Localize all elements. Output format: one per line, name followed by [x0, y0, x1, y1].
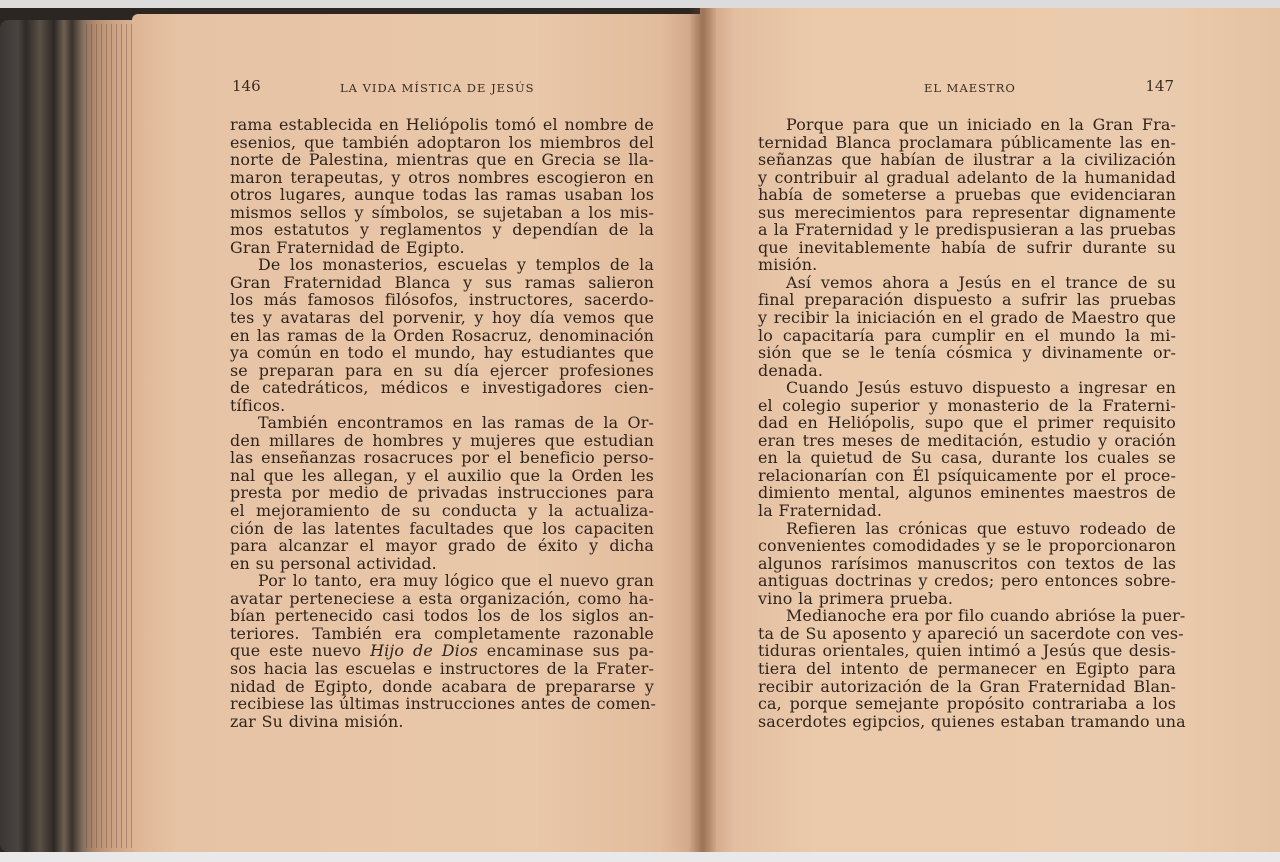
- text-line: ción de las latentes facultades que los capaciten: [230, 518, 654, 538]
- text-line: zar Su divina misión.: [230, 711, 404, 731]
- text-line: nidad de Egipto, donde acabara de prepararse y: [230, 676, 654, 696]
- text-line: ca, porque semejante propósito contrariaba a los: [758, 694, 1176, 714]
- text-line: También encontramos en las ramas de la Or-: [258, 413, 654, 433]
- text-line: teriores. También era completamente razonable: [230, 623, 654, 643]
- text-line: denada.: [758, 360, 824, 380]
- text-line: recibir autorización de la Gran Fraternidad Blan-: [758, 676, 1176, 696]
- left-page-body: [230, 115, 657, 731]
- text-line: a la Fraternidad y le predispusieran a las pruebas: [758, 220, 1176, 240]
- text-line: en su personal actividad.: [230, 553, 437, 573]
- text-line: Cuando Jesús estuvo dispuesto a ingresar en: [786, 378, 1176, 398]
- text-line: sacerdotes egipcios, quienes estaban tramando una: [758, 711, 1186, 731]
- text-line: Gran Fraternidad Blanca y sus ramas salieron: [230, 272, 654, 292]
- italic-phrase: Hijo de Dios: [370, 641, 478, 661]
- right-page-body: [758, 115, 1186, 731]
- text-line: se preparan para en su día ejercer profesiones: [230, 360, 654, 380]
- page-edge-lines: [86, 24, 136, 848]
- text-line: otros lugares, aunque todas las ramas usaban los: [230, 185, 654, 205]
- text-line: de catedráticos, médicos e investigadores cien-: [230, 378, 654, 398]
- left-page-number: 146: [232, 77, 261, 95]
- right-running-head: EL MAESTRO: [924, 81, 1016, 95]
- text-line: Porque para que un iniciado en la Gran Fra-: [786, 115, 1176, 134]
- text-line: dimiento mental, algunos eminentes maestros de: [758, 483, 1176, 503]
- text-line: final preparación dispuesto a sufrir las pruebas: [758, 290, 1176, 310]
- text-line: ternidad Blanca proclamara públicamente las en-: [758, 132, 1176, 152]
- text-line: las enseñanzas rosacruces por el beneficio perso-: [230, 448, 654, 468]
- text-line: esenios, que también adoptaron los miembros del: [230, 132, 654, 152]
- text-line: y recibir la iniciación en el grado de Maestro que: [758, 308, 1176, 328]
- text-line: den millares de hombres y mujeres que estudian: [230, 430, 654, 450]
- text-line: convenientes comodidades y se le proporcionaron: [758, 536, 1176, 556]
- text-line: Por lo tanto, era muy lógico que el nuevo gran: [258, 571, 654, 591]
- text-line: y contribuir al gradual adelanto de la humanidad: [758, 167, 1176, 187]
- text-line: el mejoramiento de su conducta y la actualiza-: [230, 501, 654, 521]
- text-line: en la quietud de Su casa, durante los cuales se: [758, 448, 1176, 468]
- left-page-header: [230, 79, 654, 99]
- text-line: vino la primera prueba.: [758, 588, 954, 608]
- text-line: misión.: [758, 255, 818, 275]
- text-line: dad en Heliópolis, supo que el primer requisito: [758, 413, 1176, 433]
- text-line: había de someterse a pruebas que evidenciaran: [758, 185, 1176, 205]
- text-line: en las ramas de la Orden Rosacruz, denominación: [230, 325, 654, 345]
- text-line: ta de Su aposento y apareció un sacerdote con ves-: [758, 623, 1184, 643]
- left-running-head: LA VIDA MÍSTICA DE JESÚS: [340, 81, 535, 95]
- text-line: algunos rarísimos manuscritos con textos de las: [758, 553, 1176, 573]
- text-line: la Fraternidad.: [758, 501, 883, 521]
- text-line: los más famosos filósofos, instructores, sacerdo-: [230, 290, 654, 310]
- text-line: sos hacia las escuelas e instructores de la Frater-: [230, 658, 654, 678]
- text-line: sión que se le tenía cósmica y divinamente or-: [758, 343, 1176, 363]
- text-line: bían pertenecido casi todos los de los siglos an-: [230, 606, 654, 626]
- text-line: lo capacitaría para cumplir en el mundo la mi-: [758, 325, 1176, 345]
- book-gutter: [690, 8, 716, 854]
- text-line: mos estatutos y reglamentos y dependían de la: [230, 220, 654, 240]
- text-line: antiguas doctrinas y credos; pero entonces sobre-: [758, 571, 1176, 591]
- text-line: Gran Fraternidad de Egipto.: [230, 237, 465, 257]
- text-line: nal que les allegan, y el auxilio que la Orden les: [230, 465, 654, 485]
- text-line: maron terapeutas, y otros nombres escogieron en: [230, 167, 654, 187]
- text-line: norte de Palestina, mientras que en Grecia se lla-: [230, 150, 654, 170]
- scan-bottom-border: [0, 852, 1280, 862]
- text-line: que inevitablemente había de sufrir durante su: [758, 237, 1176, 257]
- text-line: tiera del intento de permanecer en Egipto para: [758, 658, 1176, 678]
- text-line: rama establecida en Heliópolis tomó el nombre de: [230, 115, 654, 134]
- text-line: tíficos.: [230, 395, 286, 415]
- text-line: mismos sellos y símbolos, se sujetaban a los mis-: [230, 202, 654, 222]
- right-page-header: [758, 79, 1176, 99]
- scan-top-border: [0, 0, 1280, 8]
- text-line: De los monasterios, escuelas y templos de la: [258, 255, 654, 275]
- text-line: Así vemos ahora a Jesús en el trance de su: [786, 272, 1176, 292]
- text-line: señanzas que habían de ilustrar a la civilización: [758, 150, 1176, 170]
- text-line: relacionarían con Él psíquicamente por el proce-: [758, 465, 1176, 485]
- text-line: el colegio superior y monasterio de la Fraterni-: [758, 395, 1176, 415]
- text-line: sus merecimientos para representar dignamente: [758, 202, 1176, 222]
- text-line: presta por medio de privadas instrucciones para: [230, 483, 654, 503]
- text-line: eran tres meses de meditación, estudio y oración: [758, 430, 1176, 450]
- text-line: Refieren las crónicas que estuvo rodeado de: [786, 518, 1176, 538]
- text-line: recibiese las últimas instrucciones antes de comen-: [230, 694, 657, 714]
- text-line: tes y avataras del porvenir, y hoy día vemos que: [230, 308, 654, 328]
- text-line: avatar perteneciese a esta organización, como ha-: [230, 588, 654, 608]
- text-line: que este nuevo Hijo de Dios encaminase sus pa-: [230, 641, 654, 661]
- text-line: para alcanzar el mayor grado de éxito y dicha: [230, 536, 654, 556]
- text-line: tiduras orientales, quien intimó a Jesús que desis-: [758, 641, 1176, 661]
- right-page-number: 147: [1145, 77, 1174, 95]
- text-line: Medianoche era por filo cuando abrióse la puer-: [786, 606, 1186, 626]
- text-line: ya común en todo el mundo, hay estudiantes que: [230, 343, 654, 363]
